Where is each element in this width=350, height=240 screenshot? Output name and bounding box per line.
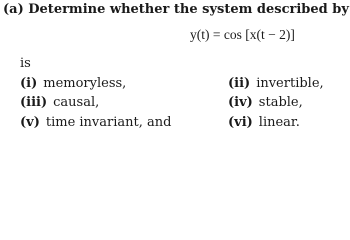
property-text: stable, — [258, 95, 303, 110]
property-text: memoryless, — [43, 76, 127, 91]
property-item-invertible — [228, 76, 324, 92]
property-item-memoryless — [20, 76, 126, 92]
property-item-time-invariant — [20, 115, 171, 131]
property-text: invertible, — [256, 76, 324, 91]
property-item-stable — [228, 95, 303, 111]
property-text: time invariant, and — [45, 115, 172, 130]
property-number: (i) — [20, 76, 38, 91]
system-equation: y(t) = cos [x(t − 2)] — [190, 27, 295, 42]
property-text: linear. — [258, 115, 300, 130]
property-text: causal, — [53, 95, 100, 110]
property-number: (vi) — [228, 115, 253, 130]
property-number: (ii) — [228, 76, 251, 91]
connector-text: is — [20, 56, 31, 71]
property-item-linear — [228, 115, 300, 131]
property-number: (v) — [20, 115, 40, 130]
problem-heading — [3, 2, 349, 18]
property-number: (iv) — [228, 95, 253, 110]
property-number: (iii) — [20, 95, 48, 110]
problem-heading-text: Determine whether the system described by — [28, 2, 349, 17]
problem-part-label: (a) — [3, 2, 24, 17]
property-item-causal — [20, 95, 99, 111]
